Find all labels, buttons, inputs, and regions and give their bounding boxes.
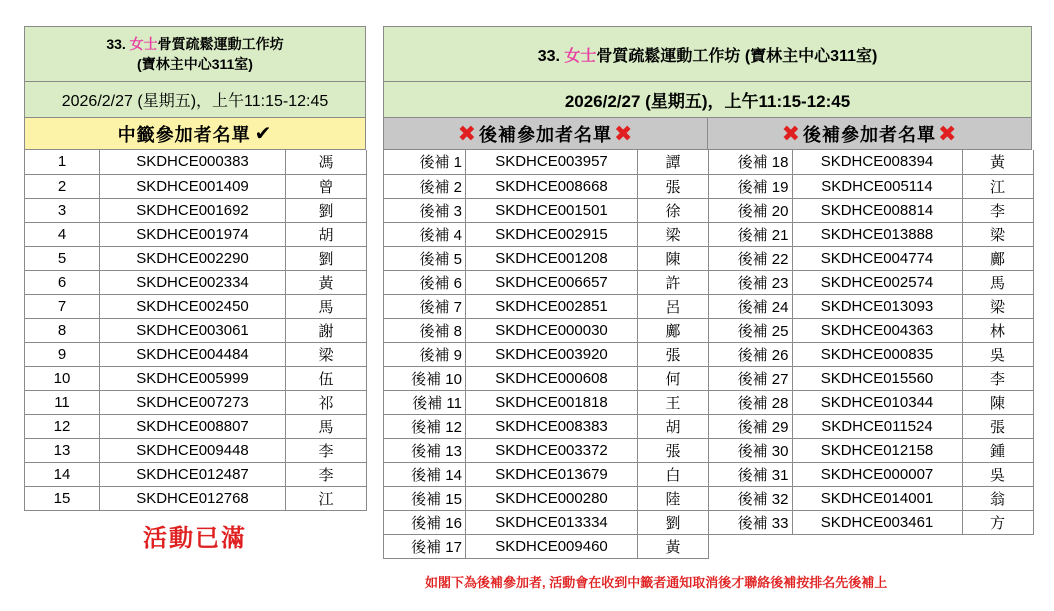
waitlist-rank: 後補 16 [384, 510, 466, 534]
member-surname: 許 [638, 270, 709, 294]
member-surname: 吳 [962, 342, 1033, 366]
member-surname: 陳 [638, 246, 709, 270]
member-surname: 李 [962, 198, 1033, 222]
right-title-line [538, 43, 878, 66]
right-title-pink: 女士 [564, 47, 597, 65]
table-row [709, 246, 1033, 270]
member-id: SKDHCE007273 [100, 390, 286, 414]
row-number: 8 [25, 318, 100, 342]
member-surname: 馮 [286, 150, 367, 174]
member-id: SKDHCE008383 [466, 414, 638, 438]
member-surname: 梁 [962, 222, 1033, 246]
row-number: 12 [25, 414, 100, 438]
member-surname: 黃 [286, 270, 367, 294]
waitlist-rank: 後補 12 [384, 414, 466, 438]
member-id: SKDHCE011524 [792, 414, 962, 438]
member-id: SKDHCE000030 [466, 318, 638, 342]
member-id: SKDHCE013888 [792, 222, 962, 246]
member-surname: 李 [286, 462, 367, 486]
member-surname: 何 [638, 366, 709, 390]
waitlist-rank: 後補 5 [384, 246, 466, 270]
waitlist-rank: 後補 27 [709, 366, 792, 390]
member-surname: 王 [638, 390, 709, 414]
table-row [709, 150, 1033, 174]
waitlist-rank: 後補 29 [709, 414, 792, 438]
member-surname: 陸 [638, 486, 709, 510]
member-surname: 吳 [962, 462, 1033, 486]
check-icon: ✔ [254, 123, 273, 145]
table-row [709, 174, 1033, 198]
selected-table [24, 150, 367, 511]
waitlist-rank: 後補 22 [709, 246, 792, 270]
table-row [384, 510, 709, 534]
waitlist-rank: 後補 26 [709, 342, 792, 366]
member-id: SKDHCE003061 [100, 318, 286, 342]
member-id: SKDHCE003372 [466, 438, 638, 462]
table-row [384, 174, 709, 198]
row-number: 4 [25, 222, 100, 246]
member-id: SKDHCE001974 [100, 222, 286, 246]
waitlist-rank: 後補 18 [709, 150, 792, 174]
member-surname: 馬 [962, 270, 1033, 294]
member-id: SKDHCE002915 [466, 222, 638, 246]
member-surname: 梁 [962, 294, 1033, 318]
member-id: SKDHCE002334 [100, 270, 286, 294]
table-row [709, 318, 1033, 342]
member-id: SKDHCE008814 [792, 198, 962, 222]
member-surname: 梁 [286, 342, 367, 366]
waitlist-rank: 後補 9 [384, 342, 466, 366]
member-id: SKDHCE001692 [100, 198, 286, 222]
left-title-line2: (寶林主中心311室) [137, 56, 253, 72]
member-surname: 胡 [638, 414, 709, 438]
member-id: SKDHCE005114 [792, 174, 962, 198]
table-row [384, 462, 709, 486]
table-row [384, 486, 709, 510]
table-row [709, 222, 1033, 246]
table-row [384, 342, 709, 366]
row-number: 14 [25, 462, 100, 486]
table-row [384, 294, 709, 318]
row-number: 3 [25, 198, 100, 222]
member-surname: 陳 [962, 390, 1033, 414]
row-number: 5 [25, 246, 100, 270]
selected-header [24, 118, 366, 150]
member-id: SKDHCE014001 [792, 486, 962, 510]
member-id: SKDHCE000608 [466, 366, 638, 390]
table-row [25, 366, 367, 390]
waitlist-rank: 後補 14 [384, 462, 466, 486]
row-number: 1 [25, 150, 100, 174]
selected-panel [24, 26, 366, 511]
member-surname: 張 [638, 174, 709, 198]
member-id: SKDHCE013093 [792, 294, 962, 318]
table-row [384, 534, 709, 558]
table-row [25, 174, 367, 198]
member-surname: 林 [962, 318, 1033, 342]
cross-icon: ✖ [781, 120, 801, 146]
table-row [25, 246, 367, 270]
table-row [25, 390, 367, 414]
row-number: 7 [25, 294, 100, 318]
table-row [709, 438, 1033, 462]
member-id: SKDHCE003461 [792, 510, 962, 534]
member-id: SKDHCE002290 [100, 246, 286, 270]
row-number: 15 [25, 486, 100, 510]
member-surname: 劉 [286, 198, 367, 222]
full-notice: 活動已滿 [143, 525, 247, 552]
member-id: SKDHCE000835 [792, 342, 962, 366]
member-surname: 李 [962, 366, 1033, 390]
table-row [384, 198, 709, 222]
member-surname: 伍 [286, 366, 367, 390]
row-number: 2 [25, 174, 100, 198]
waitlist-rank: 後補 13 [384, 438, 466, 462]
waitlist-rank: 後補 6 [384, 270, 466, 294]
member-surname: 謝 [286, 318, 367, 342]
waitlist-panel [383, 26, 1032, 559]
left-title-prefix: 33. [106, 36, 130, 52]
member-id: SKDHCE009460 [466, 534, 638, 558]
cross-icon: ✖ [614, 120, 634, 146]
member-id: SKDHCE002450 [100, 294, 286, 318]
waitlist-rank: 後補 21 [709, 222, 792, 246]
left-title-box [24, 26, 366, 82]
waitlist-rank: 後補 11 [384, 390, 466, 414]
waitlist-header-label: 後補參加者名單 [803, 124, 936, 145]
member-surname: 鄺 [962, 246, 1033, 270]
member-id: SKDHCE008394 [792, 150, 962, 174]
table-row [384, 150, 709, 174]
waitlist-table-b [709, 150, 1034, 535]
table-row [709, 366, 1033, 390]
member-surname: 江 [286, 486, 367, 510]
member-id: SKDHCE006657 [466, 270, 638, 294]
member-surname: 張 [962, 414, 1033, 438]
table-row [25, 270, 367, 294]
table-row [384, 270, 709, 294]
member-id: SKDHCE005999 [100, 366, 286, 390]
member-surname: 鄺 [638, 318, 709, 342]
member-id: SKDHCE000383 [100, 150, 286, 174]
member-surname: 劉 [286, 246, 367, 270]
member-surname: 曾 [286, 174, 367, 198]
waitlist-rank: 後補 30 [709, 438, 792, 462]
selected-header-label: 中籤參加者名單 [117, 124, 251, 145]
table-row [25, 342, 367, 366]
cross-icon: ✖ [938, 120, 958, 146]
waitlist-rank: 後補 25 [709, 318, 792, 342]
right-date: 2026/2/27 (星期五)，上午11:15-12:45 [383, 82, 1032, 118]
member-surname: 祁 [286, 390, 367, 414]
member-surname: 馬 [286, 414, 367, 438]
waitlist-rank: 後補 23 [709, 270, 792, 294]
member-id: SKDHCE001501 [466, 198, 638, 222]
member-id: SKDHCE008807 [100, 414, 286, 438]
member-id: SKDHCE001208 [466, 246, 638, 270]
table-row [709, 486, 1033, 510]
waitlist-rank: 後補 28 [709, 390, 792, 414]
waitlist-rank: 後補 4 [384, 222, 466, 246]
member-surname: 梁 [638, 222, 709, 246]
waitlist-rank: 後補 1 [384, 150, 466, 174]
waitlist-rank: 後補 2 [384, 174, 466, 198]
waitlist-rank: 後補 24 [709, 294, 792, 318]
member-id: SKDHCE003920 [466, 342, 638, 366]
waitlist-rank: 後補 31 [709, 462, 792, 486]
member-id: SKDHCE013334 [466, 510, 638, 534]
member-id: SKDHCE003957 [466, 150, 638, 174]
member-surname: 方 [962, 510, 1033, 534]
table-row [384, 438, 709, 462]
footer-note: 如閣下為後補參加者, 活動會在收到中籤者通知取消後才聯絡後補按排名先後補上 [425, 575, 888, 590]
table-row [709, 462, 1033, 486]
table-row [709, 390, 1033, 414]
row-number: 9 [25, 342, 100, 366]
table-row [25, 438, 367, 462]
member-id: SKDHCE008668 [466, 174, 638, 198]
waitlist-rank: 後補 10 [384, 366, 466, 390]
table-row [384, 414, 709, 438]
member-surname: 馬 [286, 294, 367, 318]
table-row [25, 318, 367, 342]
waitlist-rank: 後補 19 [709, 174, 792, 198]
member-id: SKDHCE009448 [100, 438, 286, 462]
member-id: SKDHCE012487 [100, 462, 286, 486]
table-row [25, 462, 367, 486]
table-row [384, 222, 709, 246]
member-id: SKDHCE012158 [792, 438, 962, 462]
waitlist-tables [383, 150, 1032, 559]
table-row [25, 294, 367, 318]
member-id: SKDHCE000007 [792, 462, 962, 486]
member-surname: 李 [286, 438, 367, 462]
table-row [384, 246, 709, 270]
waitlist-rank: 後補 3 [384, 198, 466, 222]
waitlist-table-a [383, 150, 709, 559]
member-id: SKDHCE001818 [466, 390, 638, 414]
left-date: 2026/2/27 (星期五)，上午11:15-12:45 [24, 82, 366, 118]
member-surname: 黃 [962, 150, 1033, 174]
table-row [25, 414, 367, 438]
member-surname: 張 [638, 438, 709, 462]
member-surname: 胡 [286, 222, 367, 246]
table-row [709, 414, 1033, 438]
table-row [709, 198, 1033, 222]
member-surname: 翁 [962, 486, 1033, 510]
table-row [709, 270, 1033, 294]
waitlist-rank: 後補 32 [709, 486, 792, 510]
waitlist-header-a [383, 118, 708, 150]
waitlist-rank: 後補 17 [384, 534, 466, 558]
table-row [384, 366, 709, 390]
member-surname: 白 [638, 462, 709, 486]
left-title-rest: 骨質疏鬆運動工作坊 [157, 36, 284, 52]
waitlist-header-b [708, 118, 1032, 150]
row-number: 13 [25, 438, 100, 462]
member-id: SKDHCE012768 [100, 486, 286, 510]
row-number: 11 [25, 390, 100, 414]
member-id: SKDHCE001409 [100, 174, 286, 198]
waitlist-rank: 後補 15 [384, 486, 466, 510]
cross-icon: ✖ [457, 120, 477, 146]
member-surname: 鍾 [962, 438, 1033, 462]
table-row [709, 342, 1033, 366]
waitlist-headers [383, 118, 1032, 150]
table-row [709, 294, 1033, 318]
row-number: 10 [25, 366, 100, 390]
left-title-line1 [106, 34, 283, 54]
waitlist-rank: 後補 20 [709, 198, 792, 222]
member-id: SKDHCE015560 [792, 366, 962, 390]
member-id: SKDHCE000280 [466, 486, 638, 510]
member-surname: 呂 [638, 294, 709, 318]
member-id: SKDHCE004774 [792, 246, 962, 270]
left-title-pink: 女士 [129, 36, 158, 52]
member-surname: 劉 [638, 510, 709, 534]
member-surname: 張 [638, 342, 709, 366]
member-surname: 譚 [638, 150, 709, 174]
right-title-prefix: 33. [537, 47, 565, 65]
member-id: SKDHCE002851 [466, 294, 638, 318]
member-surname: 黃 [638, 534, 709, 558]
member-id: SKDHCE010344 [792, 390, 962, 414]
row-number: 6 [25, 270, 100, 294]
member-surname: 徐 [638, 198, 709, 222]
table-row [384, 390, 709, 414]
member-id: SKDHCE004484 [100, 342, 286, 366]
table-row [25, 486, 367, 510]
waitlist-header-label: 後補參加者名單 [479, 124, 612, 145]
right-title-rest: 骨質疏鬆運動工作坊 (寶林主中心311室) [596, 47, 878, 65]
member-id: SKDHCE002574 [792, 270, 962, 294]
waitlist-rank: 後補 8 [384, 318, 466, 342]
member-id: SKDHCE004363 [792, 318, 962, 342]
table-row [25, 198, 367, 222]
member-surname: 江 [962, 174, 1033, 198]
member-id: SKDHCE013679 [466, 462, 638, 486]
table-row [25, 222, 367, 246]
waitlist-rank: 後補 33 [709, 510, 792, 534]
table-row [384, 318, 709, 342]
table-row [25, 150, 367, 174]
table-row [709, 510, 1033, 534]
right-title-box [383, 26, 1032, 82]
waitlist-rank: 後補 7 [384, 294, 466, 318]
